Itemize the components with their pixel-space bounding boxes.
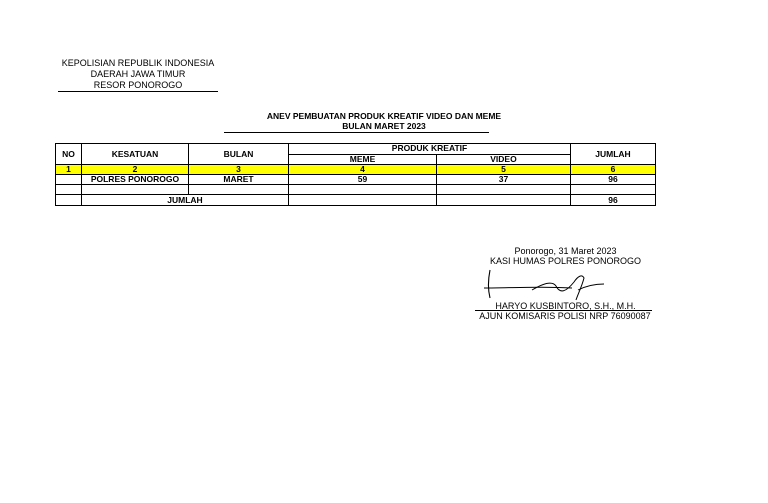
total-cell-no xyxy=(56,195,82,206)
signature-position: KASI HUMAS POLRES PONOROGO xyxy=(489,256,642,266)
signatory-rank: AJUN KOMISARIS POLISI NRP 76090087 xyxy=(479,311,651,321)
cell-video: 37 xyxy=(437,175,571,185)
title-line-1: ANEV PEMBUATAN PRODUK KREATIF VIDEO DAN MEME xyxy=(266,111,502,121)
cell-kesatuan: POLRES PONOROGO xyxy=(82,175,189,184)
report-table xyxy=(55,143,656,206)
cell-bulan: MARET xyxy=(223,174,254,184)
num-5: 5 xyxy=(437,165,571,175)
empty-cell-2a xyxy=(82,185,189,194)
cell-jumlah: 96 xyxy=(571,175,656,185)
num-2: 2 xyxy=(82,165,189,174)
total-row xyxy=(56,195,656,206)
signature-header xyxy=(478,246,653,266)
title-underline xyxy=(224,132,489,133)
letterhead-line-3: RESOR PONOROGO xyxy=(93,80,183,90)
total-label: JUMLAH xyxy=(82,195,289,206)
empty-cell-6 xyxy=(571,185,656,195)
header-kesatuan xyxy=(82,144,289,165)
total-cell-video xyxy=(437,195,571,206)
table-row-empty xyxy=(56,185,656,195)
column-numbering-row xyxy=(56,165,656,175)
letterhead-line-1: KEPOLISIAN REPUBLIK INDONESIA xyxy=(61,58,215,68)
letterhead-line-2: DAERAH JAWA TIMUR xyxy=(90,69,186,79)
empty-cell-2b xyxy=(189,185,288,194)
document-title xyxy=(224,111,544,131)
empty-cell-5 xyxy=(437,185,571,195)
header-produk-kreatif: PRODUK KREATIF xyxy=(289,144,571,155)
table-row xyxy=(56,175,656,185)
header-no: NO xyxy=(56,144,82,165)
empty-cell-2 xyxy=(82,185,289,195)
header-video: VIDEO xyxy=(437,154,571,165)
cell-meme: 59 xyxy=(289,175,437,185)
num-4: 4 xyxy=(289,165,437,175)
empty-cell-4 xyxy=(289,185,437,195)
total-value: 96 xyxy=(571,195,656,206)
signature-place-date: Ponorogo, 31 Maret 2023 xyxy=(514,246,617,256)
header-kesatuan-label: KESATUAN xyxy=(82,144,189,164)
num-1: 1 xyxy=(56,165,82,175)
cell-no xyxy=(56,175,82,185)
total-cell-meme xyxy=(289,195,437,206)
num-2-3 xyxy=(82,165,289,175)
num-6: 6 xyxy=(571,165,656,175)
header-meme: MEME xyxy=(289,154,437,165)
header-bulan: BULAN xyxy=(223,149,254,159)
empty-cell-1 xyxy=(56,185,82,195)
header-jumlah: JUMLAH xyxy=(571,144,656,165)
letterhead-underline xyxy=(58,91,218,92)
signatory-name: HARYO KUSBINTORO, S.H., M.H. xyxy=(495,301,636,311)
num-3: 3 xyxy=(236,164,241,174)
handwritten-signature-icon xyxy=(482,266,622,306)
cell-kesatuan-bulan xyxy=(82,175,289,185)
title-line-2: BULAN MARET 2023 xyxy=(342,121,426,131)
letterhead xyxy=(58,58,218,91)
